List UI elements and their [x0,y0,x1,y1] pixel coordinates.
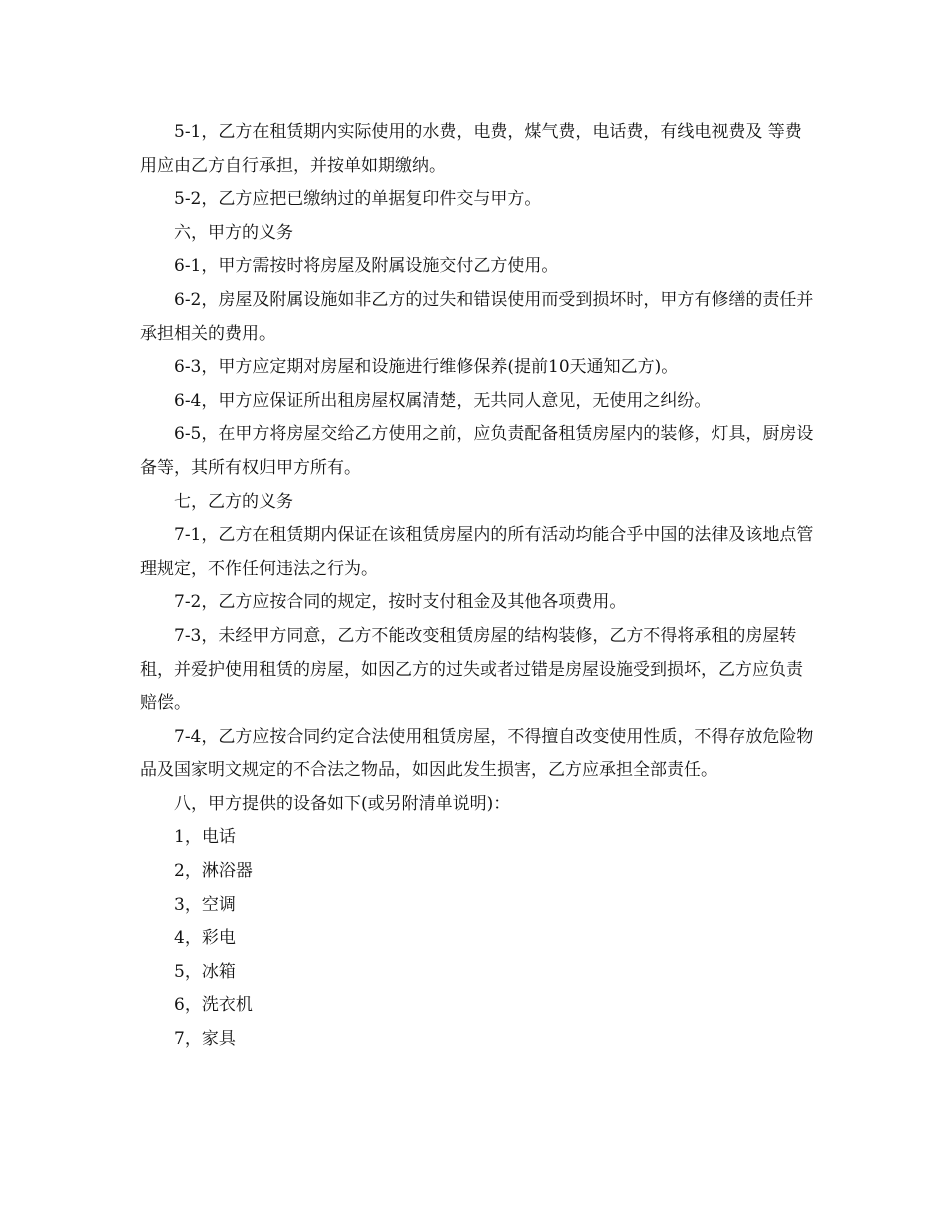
clause-7-1: 7-1，乙方在租赁期内保证在该租赁房屋内的所有活动均能合乎中国的法律及该地点管理规定，不作任何违法之行为。 [140,525,814,579]
clause-5-1: 5-1，乙方在租赁期内实际使用的水费，电费，煤气费，电话费，有线电视费及 等费用应由乙方自行承担，并按单如期缴纳。 [140,122,802,176]
equipment-item: 6，洗衣机 [174,995,253,1016]
equipment-item: 2，淋浴器 [174,861,253,882]
section-heading-6: 六，甲方的义务 [174,222,293,243]
document-body [140,116,814,1057]
section-heading-8: 八，甲方提供的设备如下(或另附清单说明)： [174,793,511,814]
clause-6-4: 6-4，甲方应保证所出租房屋权属清楚，无共同人意见，无使用之纠纷。 [174,390,712,411]
clause-6-3: 6-3，甲方应定期对房屋和设施进行维修保养(提前10天通知乙方)。 [174,357,679,378]
equipment-item: 1，电话 [174,827,236,848]
equipment-item: 4，彩电 [174,928,236,949]
equipment-item: 3，空调 [174,894,236,915]
equipment-item: 5，冰箱 [174,961,236,982]
clause-7-4: 7-4，乙方应按合同约定合法使用租赁房屋，不得擅自改变使用性质，不得存放危险物品及国家明文规定的不合法之物品，如因此发生损害，乙方应承担全部责任。 [140,726,814,781]
clause-7-2: 7-2，乙方应按合同的规定，按时支付租金及其他各项费用。 [174,592,627,613]
clause-5-2: 5-2，乙方应把已缴纳过的单据复印件交与甲方。 [174,189,542,210]
clause-6-5: 6-5，在甲方将房屋交给乙方使用之前，应负责配备租赁房屋内的装修，灯具，厨房设备等，其所有权归甲方所有。 [140,424,814,478]
clause-6-2: 6-2，房屋及附属设施如非乙方的过失和错误使用而受到损坏时，甲方有修缮的责任并承担相关的费用。 [140,289,814,344]
equipment-item: 7，家具 [174,1029,236,1050]
clause-7-3: 7-3，未经甲方同意，乙方不能改变租赁房屋的结构装修，乙方不得将承租的房屋转租，并爱护使用租赁的房屋，如因乙方的过失或者过错是房屋设施受到损坏，乙方应负责赔偿。 [140,625,803,714]
section-heading-7: 七，乙方的义务 [174,491,293,512]
clause-6-1: 6-1，甲方需按时将房屋及附属设施交付乙方使用。 [174,256,559,277]
